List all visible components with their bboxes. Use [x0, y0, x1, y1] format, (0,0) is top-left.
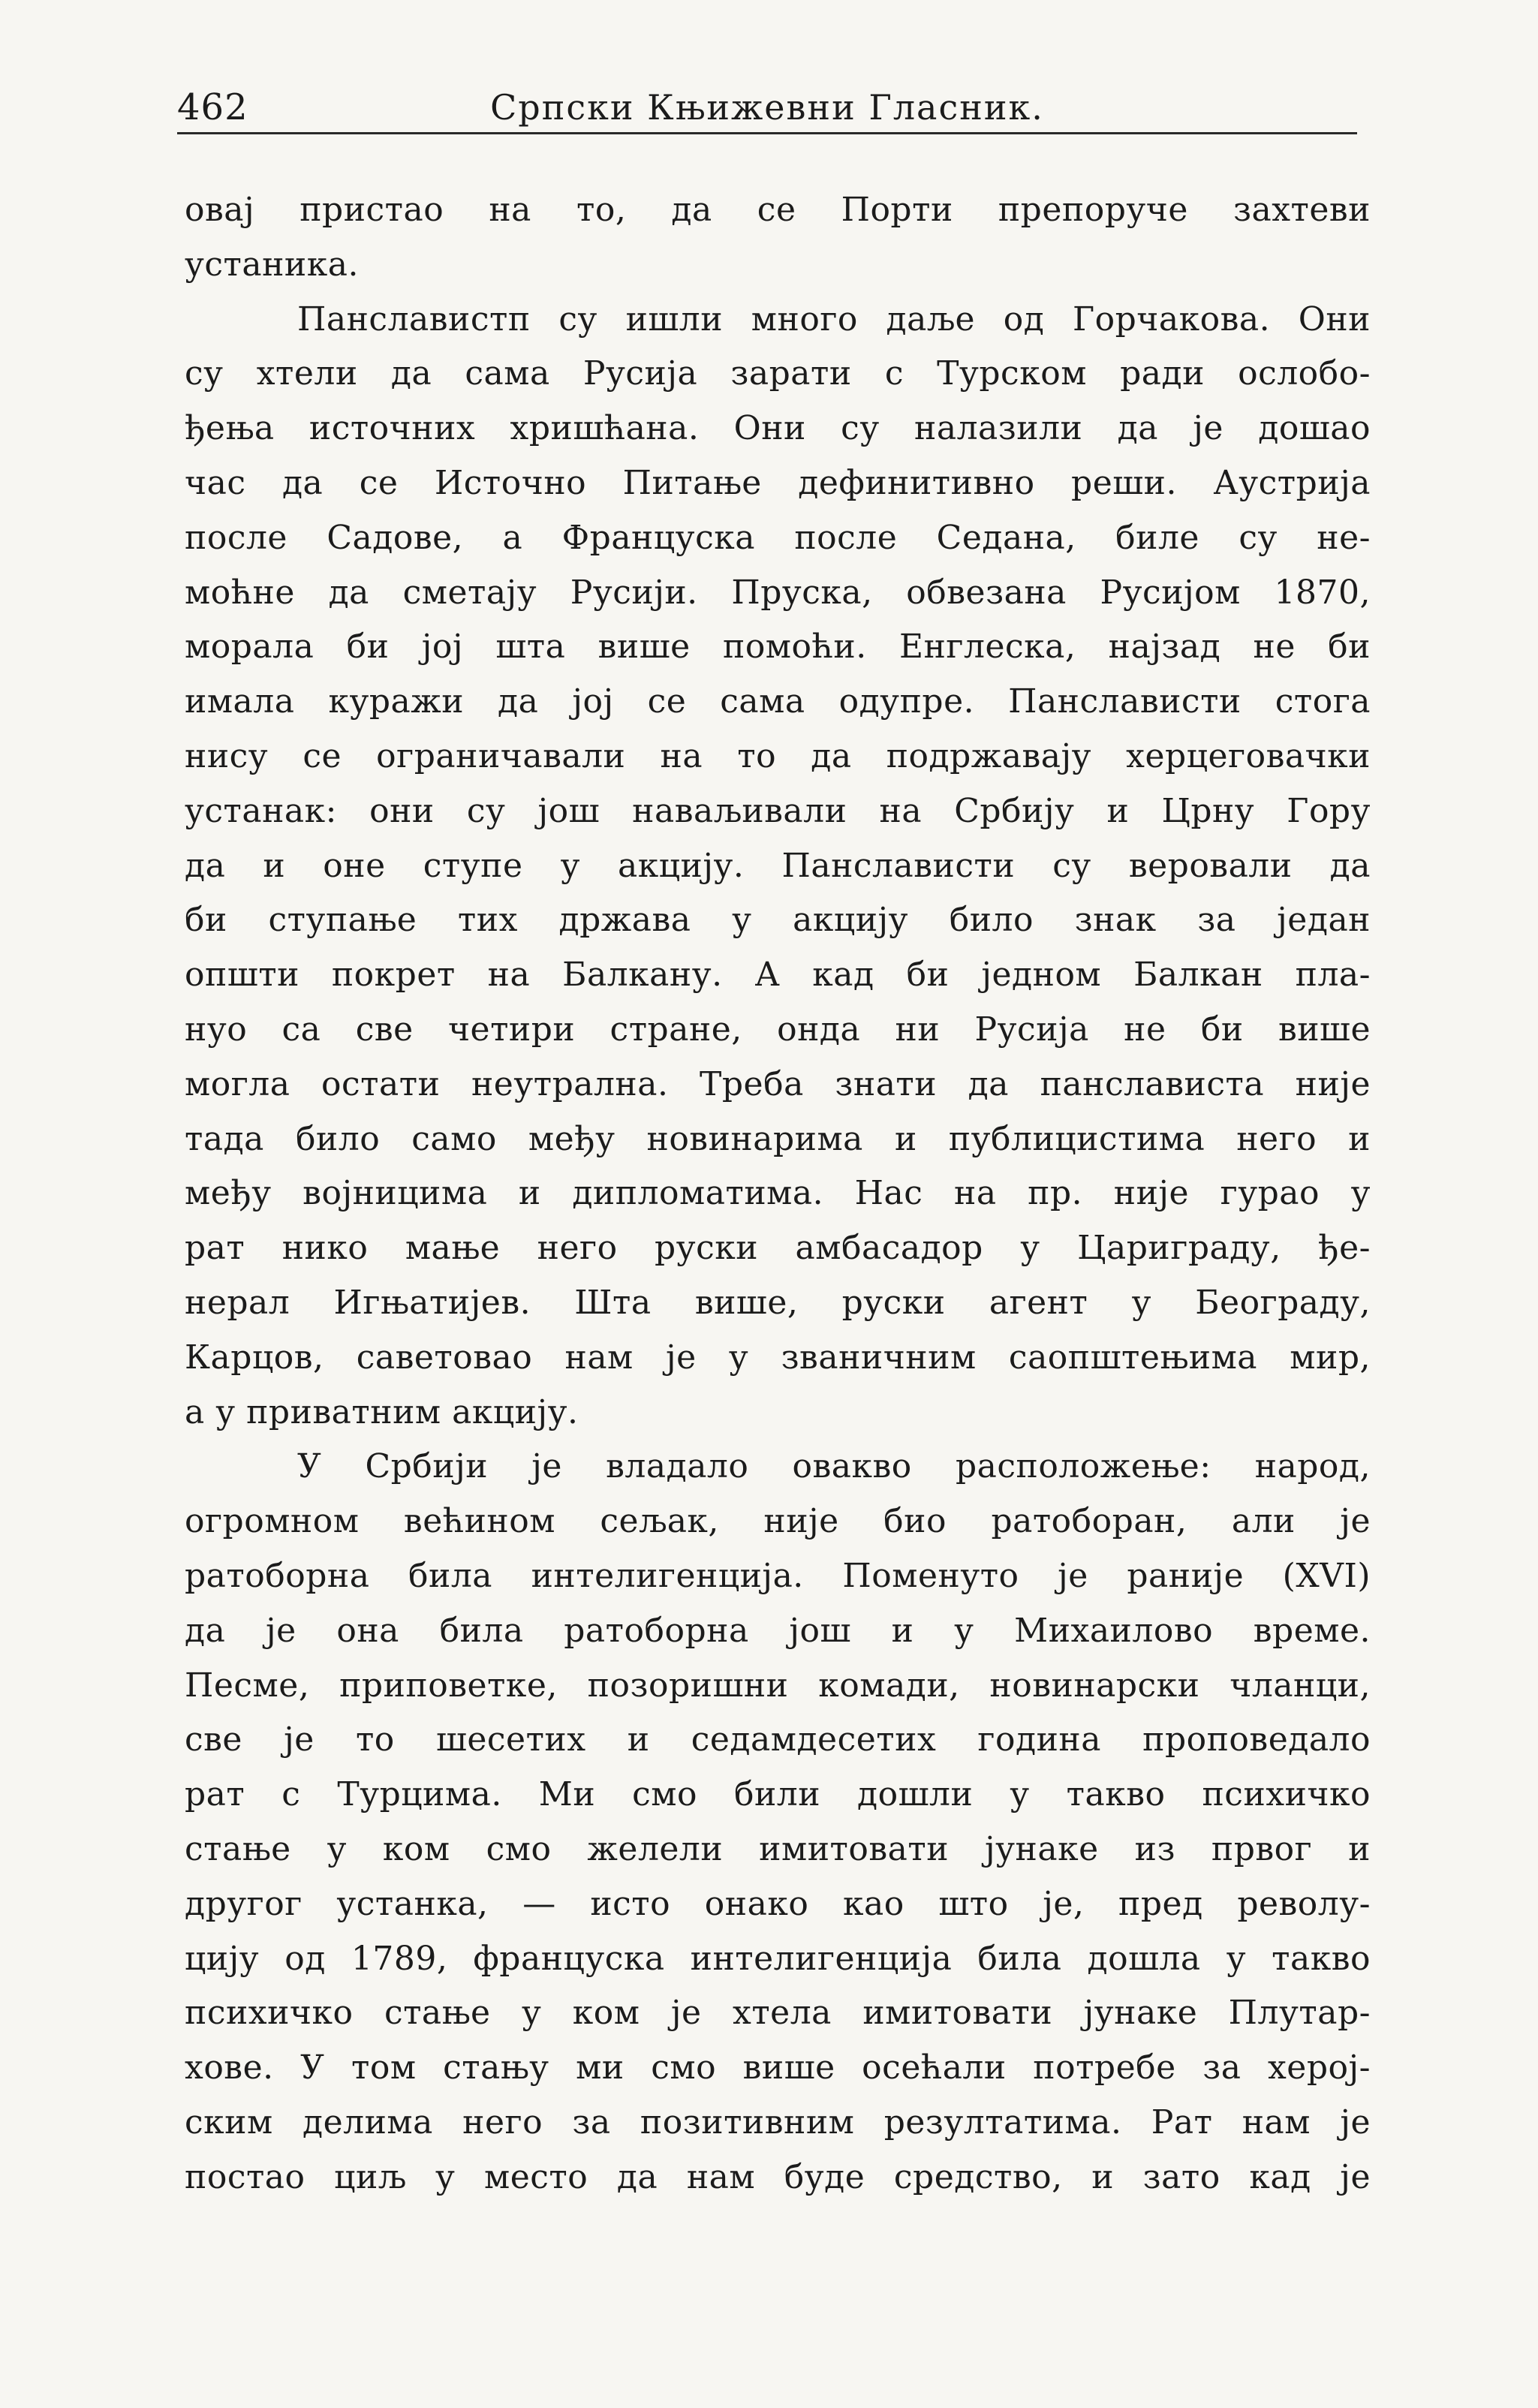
text-line: ратоборна била интелигенција. Поменуто је раније (XVI)	[185, 1556, 1371, 1595]
body-text	[185, 183, 1371, 2205]
text-line: би ступање тих држава у акцију било знак за један	[185, 901, 1371, 940]
text-line: моћне да сметају Русији. Пруска, обвезана Русијом 1870,	[185, 573, 1371, 612]
text-line: постао циљ у место да нам буде средство, и зато кад је	[185, 2157, 1371, 2196]
text-line: морала би јој шта више помоћи. Енглеска, најзад не би	[185, 628, 1371, 667]
text-line: час да се Источно Питање дефинитивно реши. Аустрија	[185, 463, 1371, 502]
text-line: У Србији је владало овакво расположење: народ,	[297, 1447, 1371, 1486]
text-line: овај пристао на то, да се Порти препоруче захтеви	[185, 191, 1371, 229]
text-line: Карцов, саветовао нам је у званичним саопштењима мир,	[185, 1338, 1371, 1377]
text-line: нису се ограничавали на то да подржавају херцеговачки	[185, 736, 1371, 775]
text-line: Панславистп су ишли много даље од Горчакова. Они	[297, 299, 1371, 339]
running-head	[177, 81, 1357, 134]
text-line: устанак: они су још наваљивали на Србију и Црну Гору	[185, 791, 1371, 830]
text-line: цију од 1789, француска интелигенција била дошла у такво	[185, 1939, 1371, 1978]
text-line: да и оне ступе у акцију. Панслависти су веровали да	[185, 846, 1371, 885]
text-line: хове. У том стању ми смо више осећали потребе за херој-	[185, 2048, 1371, 2087]
text-line: стање у ком смо желели имитовати јунаке из првог и	[185, 1829, 1371, 1868]
text-line: да је она била ратоборна још и у Михаилово време.	[185, 1611, 1371, 1650]
text-line: а у приватним акцију.	[185, 1392, 579, 1431]
text-line: међу војницима и дипломатима. Нас на пр. није гурао у	[185, 1174, 1371, 1213]
text-line: другог устанка, — исто онако као што је, пред револу-	[185, 1884, 1371, 1923]
text-line: ђења источних хришћана. Они су налазили да је дошао	[185, 409, 1371, 448]
text-line: нуо са све четири стране, онда ни Русија не би више	[185, 1010, 1371, 1049]
header-rule	[177, 132, 1357, 134]
text-line: општи покрет на Балкану. А кад би једном Балкан пла-	[185, 956, 1371, 995]
text-line: ским делима него за позитивним резултатима. Рат нам је	[185, 2102, 1371, 2142]
journal-title: Српски Књижевни Гласник.	[490, 87, 1044, 128]
text-line: устаника.	[185, 245, 359, 284]
page-number: 462	[177, 86, 248, 128]
text-line: рат нико мање него руски амбасадор у Цариграду, ђе-	[185, 1229, 1371, 1268]
text-line: тада било само међу новинарима и публицистима него и	[185, 1119, 1371, 1158]
text-line: психичко стање у ком је хтела имитовати јунаке Плутар-	[185, 1994, 1371, 2033]
text-line: огромном већином сељак, није био ратоборан, али је	[185, 1502, 1371, 1541]
text-line: нерал Игњатијев. Шта више, руски агент у Београду,	[185, 1283, 1371, 1322]
text-line: рат с Турцима. Ми смо били дошли у такво психичко	[185, 1775, 1371, 1814]
text-line: Песме, приповетке, позоришни комади, новинарски чланци,	[185, 1666, 1371, 1705]
text-line: су хтели да сама Русија зарати с Турском ради ослобо-	[185, 354, 1371, 393]
text-line: могла остати неутрална. Треба знати да панслависта није	[185, 1064, 1371, 1103]
text-line: све је то шесетих и седамдесетих година проповедало	[185, 1720, 1371, 1759]
text-line: после Садове, а Француска после Седана, биле су не-	[185, 518, 1371, 557]
text-line: имала куражи да јој се сама одупре. Панслависти стога	[185, 682, 1371, 721]
